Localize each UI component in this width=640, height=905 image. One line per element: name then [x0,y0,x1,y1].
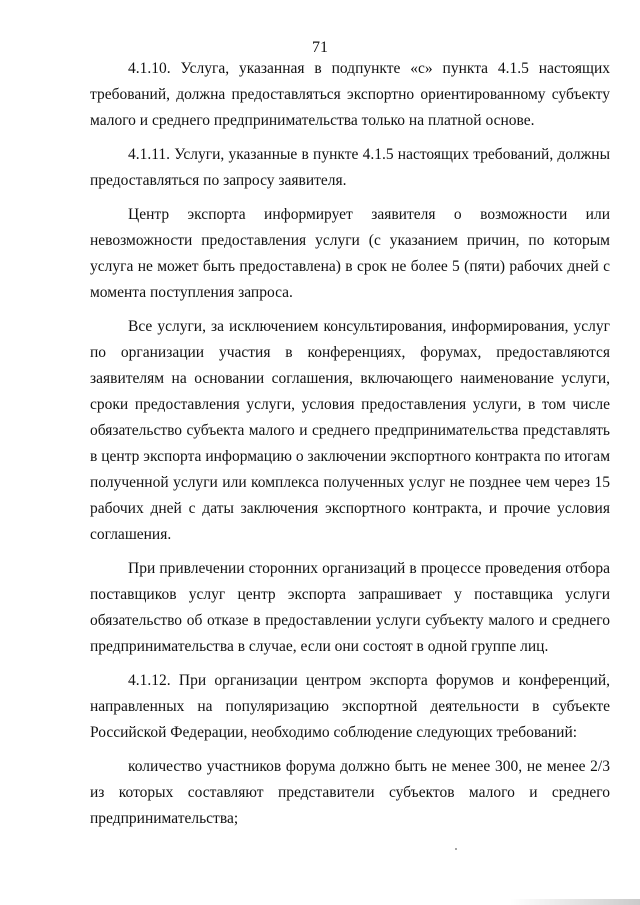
scan-artifact-edge [510,899,640,905]
scan-artifact-dot [455,848,457,850]
paragraph-export-center-notification: Центр экспорта информирует заявителя о возможности или невозможности предоставления услуги (с указанием причин, по которым услуга не может быть предоставлена) в срок не более 5 (пяти) рабочих дней с момента поступления запроса. [90,206,610,301]
paragraph-forum-participants: количество участников форума должно быть не менее 300, не менее 2/3 из которых составляют представители субъектов малого и среднего предпринимательства; [90,758,610,827]
paragraph-4-1-11: 4.1.11. Услуги, указанные в пункте 4.1.5 настоящих требований, должны предоставляться по запросу заявителя. [90,146,610,189]
paragraph-third-party-organizations: При привлечении сторонних организаций в процессе проведения отбора поставщиков услуг центр экспорта запрашивает у поставщика услуги обязательство об отказе в предоставлении услуги субъекту малого и среднего предпринимательства в случае, если они состоят в одной группе лиц. [90,560,610,655]
page-number: 71 [312,39,328,56]
paragraph-4-1-12: 4.1.12. При организации центром экспорта форумов и конференций, направленных на популяризацию экспортной деятельности в субъекте Российской Федерации, необходимо соблюдение следующих требований: [90,672,610,741]
document-body [90,56,610,832]
paragraph-4-1-10: 4.1.10. Услуга, указанная в подпункте «с» пункта 4.1.5 настоящих требований, должна предоставляться экспортно ориентированному субъекту малого и среднего предпринимательства только на платной основе. [90,60,610,129]
paragraph-services-agreement: Все услуги, за исключением консультирования, информирования, услуг по организации участия в конференциях, форумах, предоставляются заявителям на основании соглашения, включающего наименование услуги, сроки предоставления услуги, условия предоставления услуги, в том числе обязательство субъекта малого и среднего предпринимательства представлять в центр экспорта информацию о заключении экспортного контракта по итогам полученной услуги или комплекса полученных услуг не позднее чем через 15 рабочих дней с даты заключения экспортного контракта, и прочие условия соглашения. [90,318,610,543]
